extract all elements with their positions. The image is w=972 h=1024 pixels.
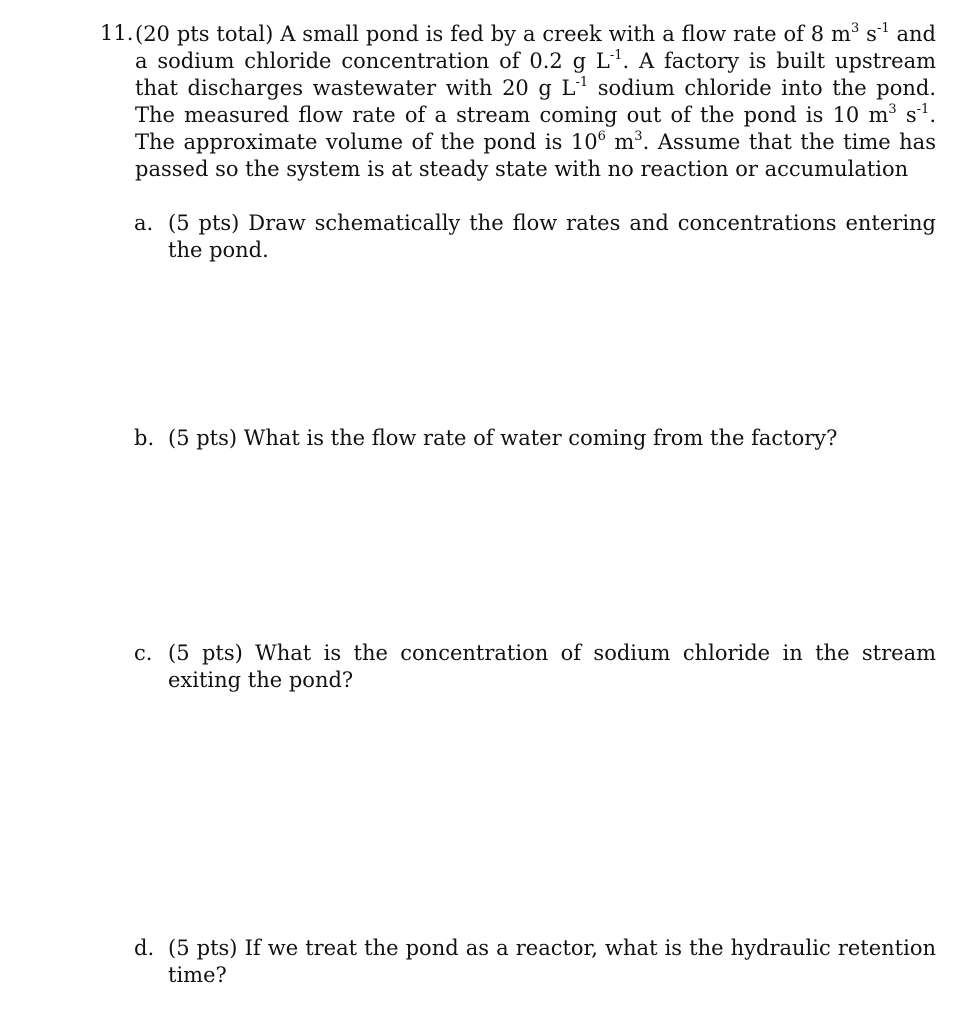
part-a-letter: a. [134,211,154,235]
part-d [134,935,936,989]
part-c-question: (5 pts) What is the concentration of sodium chloride in the stream exiting the pond? [168,641,936,692]
problem-statement: (20 pts total) A small pond is fed by a creek with a flow rate of 8 $m^3$ $s^{-1}$ and a sodium chloride concentration of 0.2 g $L^{-1}$. A factory is built upstream that discharges wastewater with 20 g $L^{-1}$ sodium chloride into the pond. The measured flow rate of a stream coming out of the pond is 10 $m^3$ $s^{-1}$. The approximate volume of the pond is $10^6$ $m^3$. Assume that the time has passed so the system is at steady state with no reaction or accumulation [135,21,937,181]
part-b-letter: b. [134,426,155,450]
part-c [134,640,936,694]
problem-number: 11. [100,21,134,45]
part-b-question: (5 pts) What is the flow rate of water coming from the factory? [168,426,838,450]
part-c-letter: c. [134,641,153,665]
part-a [134,210,936,264]
part-a-question: (5 pts) Draw schematically the flow rates and concentrations entering the pond. [168,211,936,262]
part-b [134,425,936,452]
problem-points: (20 pts total) [135,22,274,46]
part-d-question: (5 pts) If we treat the pond as a reactor, what is the hydraulic retention time? [168,936,936,987]
problem-11 [100,21,936,183]
part-d-letter: d. [134,936,155,960]
